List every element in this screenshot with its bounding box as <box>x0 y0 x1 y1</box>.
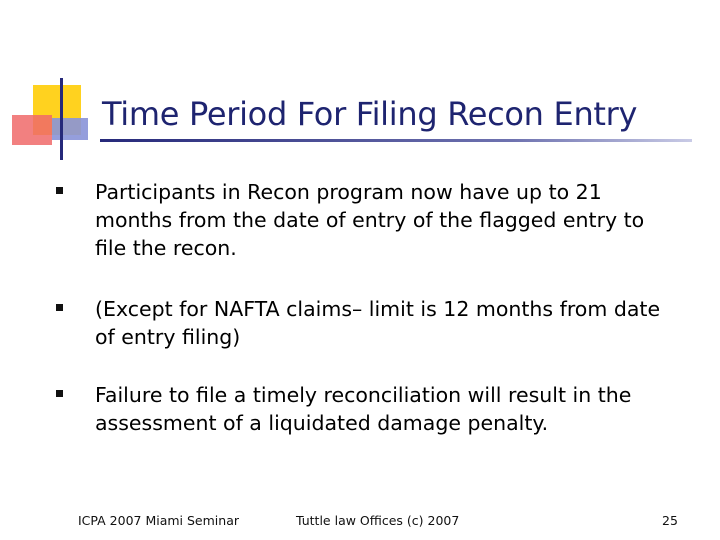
page-number: 25 <box>662 513 678 528</box>
title-decoration-vertical-rule <box>60 78 63 160</box>
slide-title: Time Period For Filing Recon Entry <box>102 95 638 133</box>
bullet-text: Failure to file a timely reconciliation will result in the assessment of a liquidated damage penalty. <box>95 383 632 435</box>
title-underline-rule <box>100 139 692 142</box>
footer-left: ICPA 2007 Miami Seminar <box>78 513 239 528</box>
square-bullet-icon <box>56 390 63 397</box>
square-bullet-icon <box>56 187 63 194</box>
square-bullet-icon <box>56 304 63 311</box>
title-decoration-red-square <box>12 115 52 145</box>
footer-center: Tuttle law Offices (c) 2007 <box>296 513 460 528</box>
bullet-text: (Except for NAFTA claims– limit is 12 months from date of entry filing) <box>95 297 661 349</box>
bullet-text: Participants in Recon program now have up to 21 months from the date of entry of the flagged entry to file the recon. <box>95 180 645 260</box>
title-decoration-blue-square <box>52 118 88 140</box>
